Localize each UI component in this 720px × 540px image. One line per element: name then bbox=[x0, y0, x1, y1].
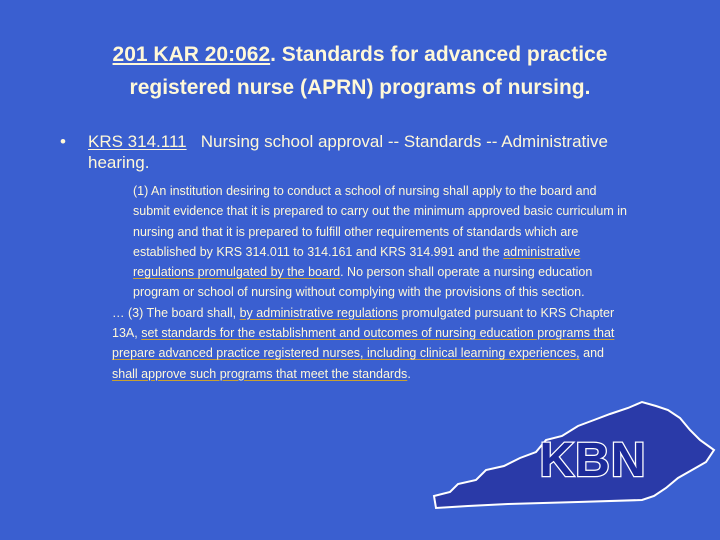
paragraph-2-highlight-2: set standards for the establishment and outcomes of nursing education programs that prepare advanced practice registered nurses, including clinical learning experiences, bbox=[112, 326, 615, 361]
bullet-description: Nursing school approval -- Standards -- Administrative hearing. bbox=[88, 132, 613, 172]
paragraph-2-highlight-1: by administrative regulations bbox=[239, 305, 399, 320]
paragraph-2-end: . bbox=[407, 366, 411, 381]
statute-text bbox=[112, 181, 632, 384]
title-line1-rest: . Standards for advanced practice bbox=[270, 43, 608, 66]
paragraph-2 bbox=[112, 303, 632, 384]
slide-title bbox=[40, 38, 680, 104]
title-reference: 201 KAR 20:062 bbox=[112, 43, 271, 66]
paragraph-2-mid-1: promulgated pursuant to KRS Chapter 13A, bbox=[112, 305, 615, 341]
kbn-logo bbox=[428, 400, 718, 515]
logo-lettering: KBN bbox=[539, 434, 647, 487]
bullet-text bbox=[88, 131, 613, 173]
paragraph-2-mid-2: and bbox=[579, 346, 604, 361]
paragraph-1-part1: (1) An institution desiring to conduct a school of nursing shall apply to the board and submit evidence that it is prepared to carry out the minimum approved basic curriculum in nursing and that it is prepared to fulfill other requirements of standards which are established by KRS 314.011 to 314.161 and KRS 314.991 and the bbox=[133, 184, 627, 259]
bullet-reference: KRS 314.111 bbox=[88, 132, 187, 151]
title-line2: registered nurse (APRN) programs of nursing. bbox=[129, 76, 591, 99]
paragraph-2-highlight-3: shall approve such programs that meet the standards bbox=[112, 366, 408, 381]
paragraph-1 bbox=[112, 181, 632, 303]
paragraph-1-part2: . No person shall operate a nursing education program or school of nursing without complying with the provisions of this section. bbox=[133, 265, 593, 300]
bullet-dot-icon: • bbox=[60, 132, 66, 151]
paragraph-1-highlight: administrative regulations promulgated by the board bbox=[133, 244, 581, 280]
paragraph-2-lead: … (3) The board shall, bbox=[112, 305, 240, 320]
